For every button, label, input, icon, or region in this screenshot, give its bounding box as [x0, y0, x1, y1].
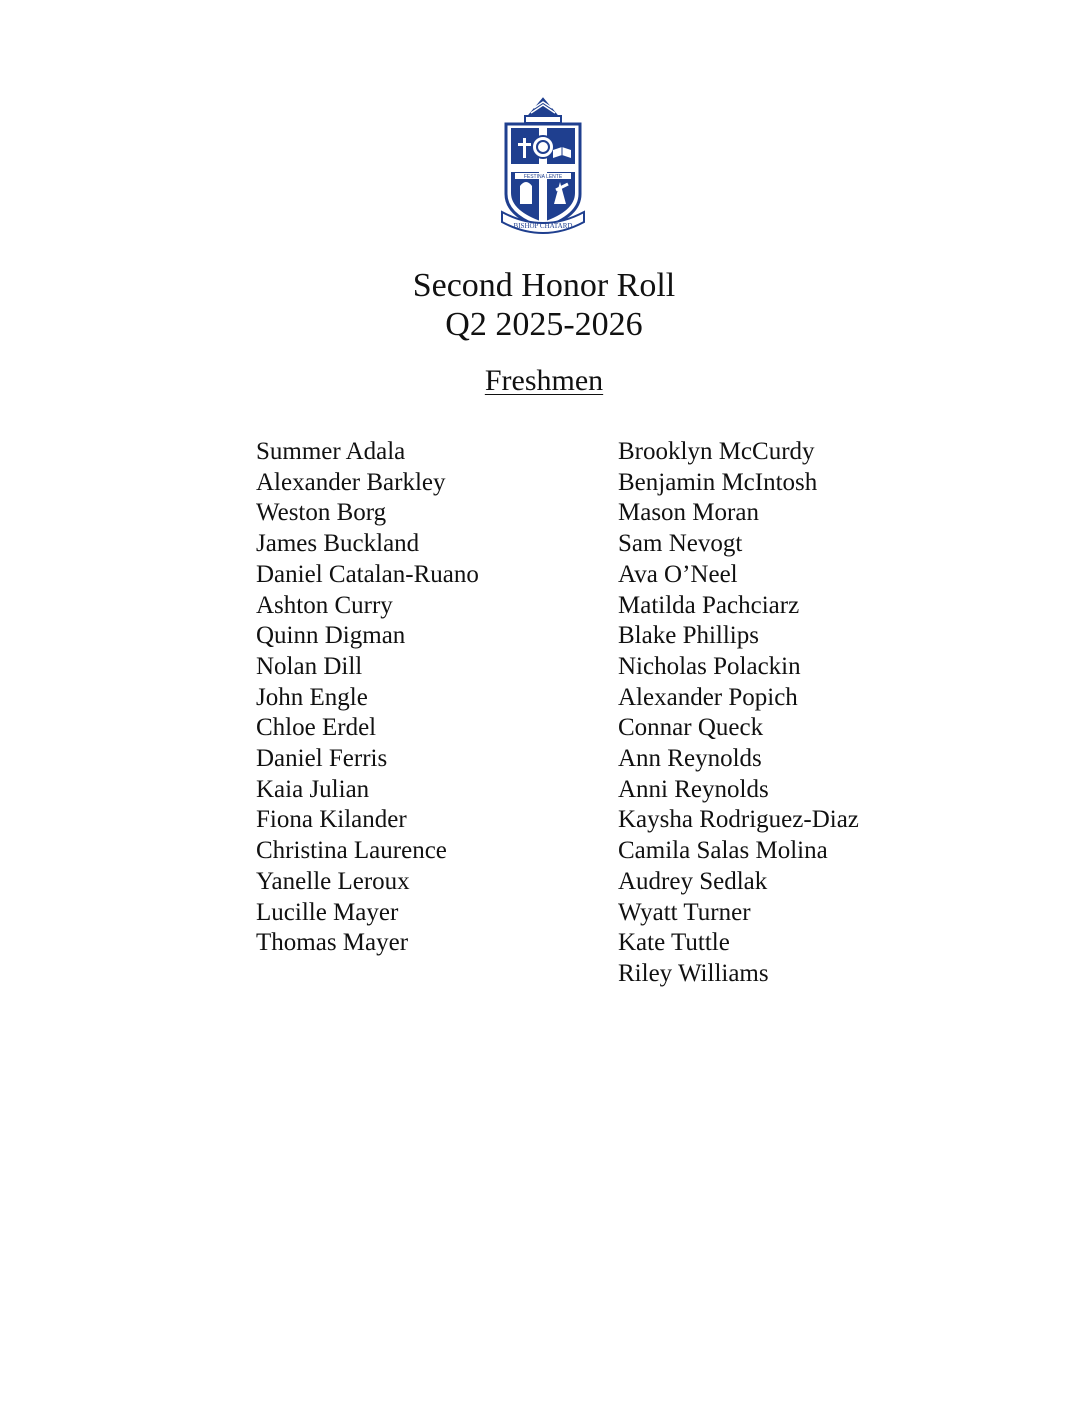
student-name: James Buckland — [256, 530, 420, 558]
student-name: Thomas Mayer — [256, 929, 409, 957]
student-name: Matilda Pachciarz — [618, 591, 800, 619]
student-name: Summer Adala — [256, 438, 406, 465]
student-name: Nicholas Polackin — [618, 652, 801, 680]
student-name: Ashton Curry — [256, 591, 393, 619]
student-name: Weston Borg — [256, 499, 387, 527]
school-crest-logo — [498, 94, 588, 238]
student-name: John Engle — [256, 683, 368, 711]
student-name: Christina Laurence — [256, 837, 447, 865]
student-name: Kaia Julian — [256, 775, 370, 803]
student-name: Daniel Ferris — [256, 745, 388, 773]
student-name: Blake Phillips — [618, 622, 759, 650]
student-name: Chloe Erdel — [256, 714, 377, 742]
page-title: Second Honor Roll — [412, 267, 676, 304]
student-name: Connar Queck — [618, 714, 764, 742]
names-column-right — [618, 437, 859, 990]
student-name: Camila Salas Molina — [618, 837, 828, 865]
student-name: Fiona Kilander — [256, 806, 407, 834]
student-name: Kate Tuttle — [618, 929, 730, 957]
title-block — [0, 266, 1088, 344]
names-column-left — [256, 437, 479, 959]
student-name: Brooklyn McCurdy — [618, 438, 815, 465]
student-name: Mason Moran — [618, 499, 759, 527]
student-name: Anni Reynolds — [618, 775, 769, 803]
student-name: Ann Reynolds — [618, 745, 762, 773]
student-name: Yanelle Leroux — [256, 867, 410, 895]
student-name: Riley Williams — [618, 959, 769, 987]
student-name: Sam Nevogt — [618, 530, 743, 558]
student-name: Audrey Sedlak — [618, 867, 768, 895]
student-name: Lucille Mayer — [256, 898, 399, 926]
section-heading-text: Freshmen — [484, 364, 604, 397]
crest-banner-text: BISHOP CHATARD — [513, 222, 573, 230]
student-name: Nolan Dill — [256, 652, 363, 680]
student-name: Alexander Popich — [618, 683, 798, 711]
student-name: Alexander Barkley — [256, 468, 446, 496]
student-name: Kaysha Rodriguez-Diaz — [618, 806, 859, 834]
student-name: Quinn Digman — [256, 622, 406, 650]
crest-motto-text: FESTINA LENTE — [523, 174, 563, 180]
term-subtitle: Q2 2025-2026 — [445, 306, 643, 343]
class-section-heading — [0, 363, 1088, 399]
student-name: Wyatt Turner — [618, 898, 751, 926]
student-name: Ava O’Neel — [618, 560, 738, 588]
student-name: Benjamin McIntosh — [618, 468, 818, 496]
student-name: Daniel Catalan-Ruano — [256, 560, 479, 588]
